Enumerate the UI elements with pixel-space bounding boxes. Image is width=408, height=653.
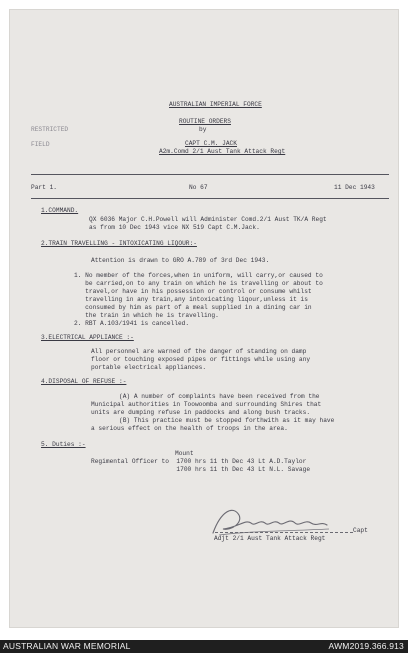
section-2-line-1: Attention is drawn to GRO A.789 of 3rd Dec 1943. (91, 257, 270, 264)
section-4-line-5: a serious effect on the health of troops in the area. (91, 425, 288, 432)
orders-by: by (199, 126, 207, 133)
section-1-heading: 1.COMMAND. (41, 207, 79, 214)
section-4-line-4: (B) This practice must be stopped forthwith as it may have (119, 417, 335, 424)
location-stamp: FIELD (31, 141, 50, 148)
archive-footer (0, 640, 408, 653)
signatory-appointment: Adjt 2/1 Aust Tank Attack Regt (214, 535, 326, 542)
archive-name: AUSTRALIAN WAR MEMORIAL (3, 641, 131, 651)
force-heading: AUSTRALIAN IMPERIAL FORCE (169, 101, 262, 108)
section-2-heading: 2.TRAIN TRAVELLING - INTOXICATING LIQOUR:- (41, 240, 197, 247)
section-4-line-3: units are dumping refuse in paddocks and along bush tracks. (91, 409, 311, 416)
section-1-line-2: as from 10 Dec 1943 vice NX 519 Capt C.M.Jack. (89, 224, 260, 231)
header-top-rule (31, 174, 389, 175)
section-2-line-4: travel,or have in his possession or control or consume whilst (74, 288, 312, 295)
officer-name: CAPT C.M. JACK (185, 140, 237, 147)
part-number: Part 1. (31, 184, 57, 191)
section-2-line-7: the train in which he is travelling. (74, 312, 219, 319)
signatory-rank: Capt (353, 527, 368, 534)
signature-line (215, 532, 353, 533)
unit-line: A2m.Comd 2/1 Aust Tank Attack Regt (159, 148, 286, 155)
duty-line-2: 1700 hrs 11 th Dec 43 Lt N.L. Savage (91, 466, 311, 473)
header-bottom-rule (31, 198, 389, 199)
section-2-line-2: 1. No member of the forces,when in uniform, will carry,or caused to (74, 272, 323, 279)
order-date: 11 Dec 1943 (334, 184, 375, 191)
section-2-line-6: consumed by him as part of a meal supplied in a dining car in (74, 304, 312, 311)
classification-stamp: RESTRICTED (31, 126, 69, 133)
section-3-line-3: portable electrical appliances. (91, 364, 207, 371)
section-4-line-2: Municipal authorities in Toowoomba and surrounding Shires that (91, 401, 322, 408)
section-3-line-2: floor or touching exposed pipes or fittings while using any (91, 356, 311, 363)
document-page (9, 9, 399, 628)
accession-number: AWM2019.366.913 (328, 641, 404, 651)
orders-title: ROUTINE ORDERS (179, 118, 231, 125)
section-3-line-1: All personnel are warned of the danger of standing on damp (91, 348, 307, 355)
section-4-heading: 4.DISPOSAL OF REFUSE :- (41, 378, 127, 385)
section-4-line-1: (A) A number of complaints have been received from the (119, 393, 320, 400)
section-2-line-3: be carried,on to any train on which he is travelling or about to (74, 280, 323, 287)
section-1-line-1: QX 6036 Major C.H.Powell will Administer Comd.2/1 Aust TK/A Regt (89, 216, 327, 223)
duty-line-1: Regimental Officer to 1700 hrs 11 th Dec 43 Lt A.D.Taylor (91, 458, 307, 465)
section-2-line-8: 2. RBT A.103/1941 is cancelled. (74, 320, 190, 327)
duty-mount-label: Mount (175, 450, 194, 457)
section-2-line-5: travelling in any train,any intoxicating liqour,unless it is (74, 296, 308, 303)
section-5-heading: 5. Duties :- (41, 441, 86, 448)
section-3-heading: 3.ELECTRICAL APPLIANCE :- (41, 334, 134, 341)
order-number: No 67 (189, 184, 208, 191)
